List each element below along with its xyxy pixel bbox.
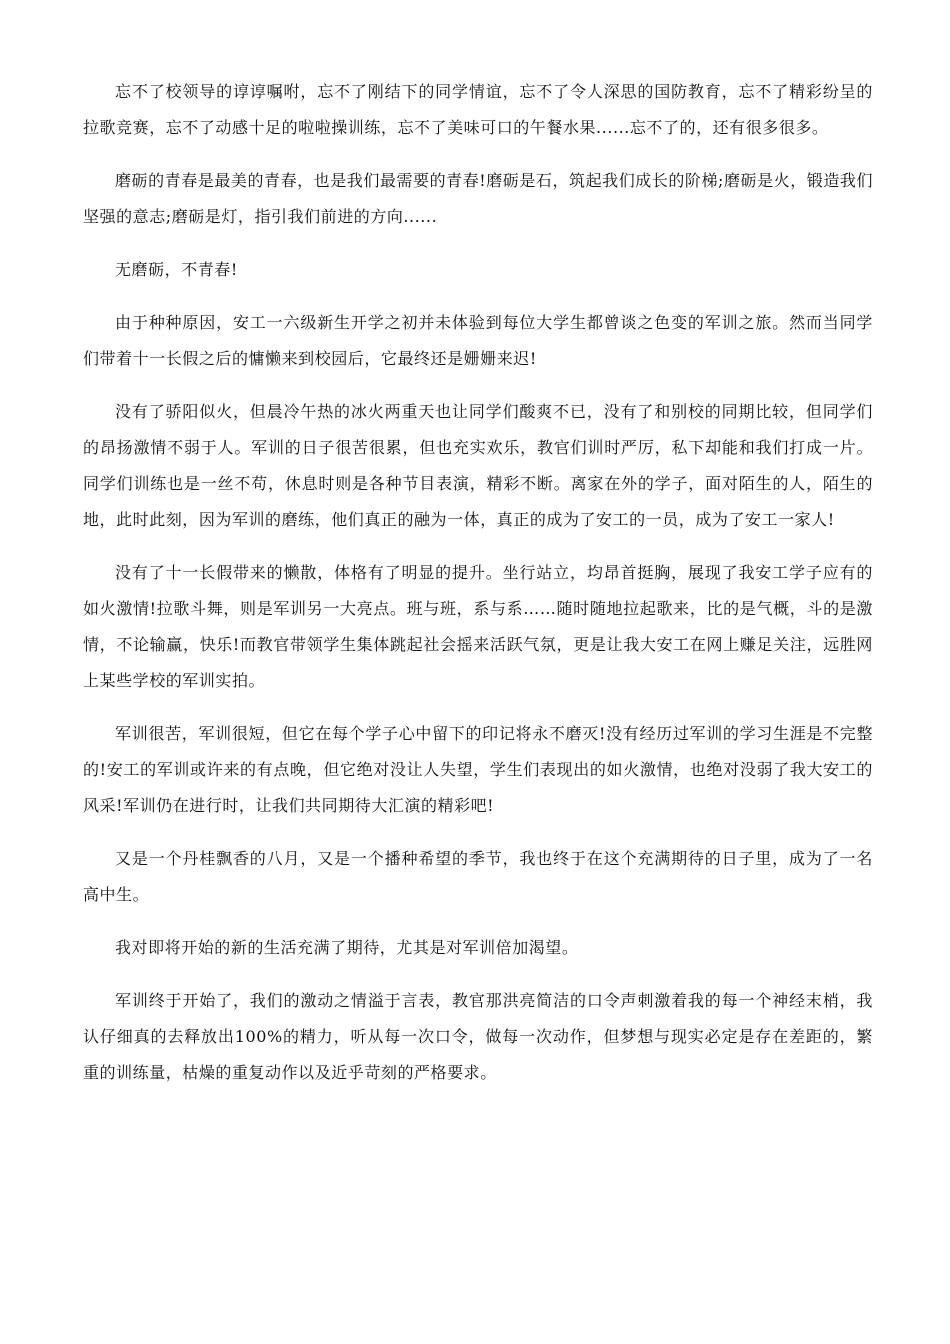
paragraph-9: 我对即将开始的新的生活充满了期待，尤其是对军训倍加渴望。 bbox=[115, 938, 579, 957]
paragraph-7: 军训很苦，军训很短，但它在每个学子心中留下的印记将永不磨灭!没有经历过军训的学习生涯是不完整的!安工的军训或许来的有点晚，但它绝对没让人失望，学生们表现出的如火激情，也绝对没弱了我大安工的风采!军训仍在进行时，让我们共同期待大汇演的精彩吧! bbox=[83, 724, 873, 815]
paragraph-8: 又是一个丹桂飘香的八月，又是一个播种希望的季节，我也终于在这个充满期待的日子里，成为了一名高中生。 bbox=[83, 849, 873, 904]
paragraph-3: 无磨砺，不青春! bbox=[115, 260, 238, 279]
paragraph-2: 磨砺的青春是最美的青春，也是我们最需要的青春!磨砺是石，筑起我们成长的阶梯;磨砺是火，锻造我们坚强的意志;磨砺是灯，指引我们前进的方向...... bbox=[83, 171, 873, 226]
paragraph-5: 没有了骄阳似火，但晨冷午热的冰火两重天也让同学们酸爽不已，没有了和别校的同期比较，但同学们的昂扬激情不弱于人。军训的日子很苦很累，但也充实欢乐，教官们训时严厉，私下却能和我们打成一片。同学们训练也是一丝不苟，休息时则是各种节目表演，精彩不断。离家在外的学子，面对陌生的人，陌生的地，此时此刻，因为军训的磨练，他们真正的融为一体，真正的成为了安工的一员，成为了安工一家人! bbox=[83, 402, 873, 529]
paragraph-10: 军训终于开始了，我们的激动之情溢于言表，教官那洪亮简洁的口令声刺激着我的每一个神经末梢，我认仔细真的去释放出100%的精力，听从每一次口令，做每一次动作，但梦想与现实必定是存在差距的，繁重的训练量，枯燥的重复动作以及近乎苛刻的严格要求。 bbox=[83, 991, 873, 1082]
paragraph-4: 由于种种原因，安工一六级新生开学之初并未体验到每位大学生都曾谈之色变的军训之旅。然而当同学们带着十一长假之后的慵懒来到校园后，它最终还是姗姗来迟! bbox=[83, 313, 873, 368]
paragraph-6: 没有了十一长假带来的懒散，体格有了明显的提升。坐行站立，均昂首挺胸，展现了我安工学子应有的如火激情!拉歌斗舞，则是军训另一大亮点。班与班，系与系……随时随地拉起歌来，比的是气概，斗的是激情，不论输赢，快乐!而教官带领学生集体跳起社会摇来活跃气氛，更是让我大安工在网上赚足关注，远胜网上某些学校的军训实拍。 bbox=[83, 563, 873, 690]
document-body bbox=[83, 74, 873, 1108]
paragraph-1: 忘不了校领导的谆谆嘱咐，忘不了刚结下的同学情谊，忘不了令人深思的国防教育，忘不了精彩纷呈的拉歌竞赛，忘不了动感十足的啦啦操训练，忘不了美味可口的午餐水果......忘不了的，还有很多很多。 bbox=[83, 82, 873, 137]
